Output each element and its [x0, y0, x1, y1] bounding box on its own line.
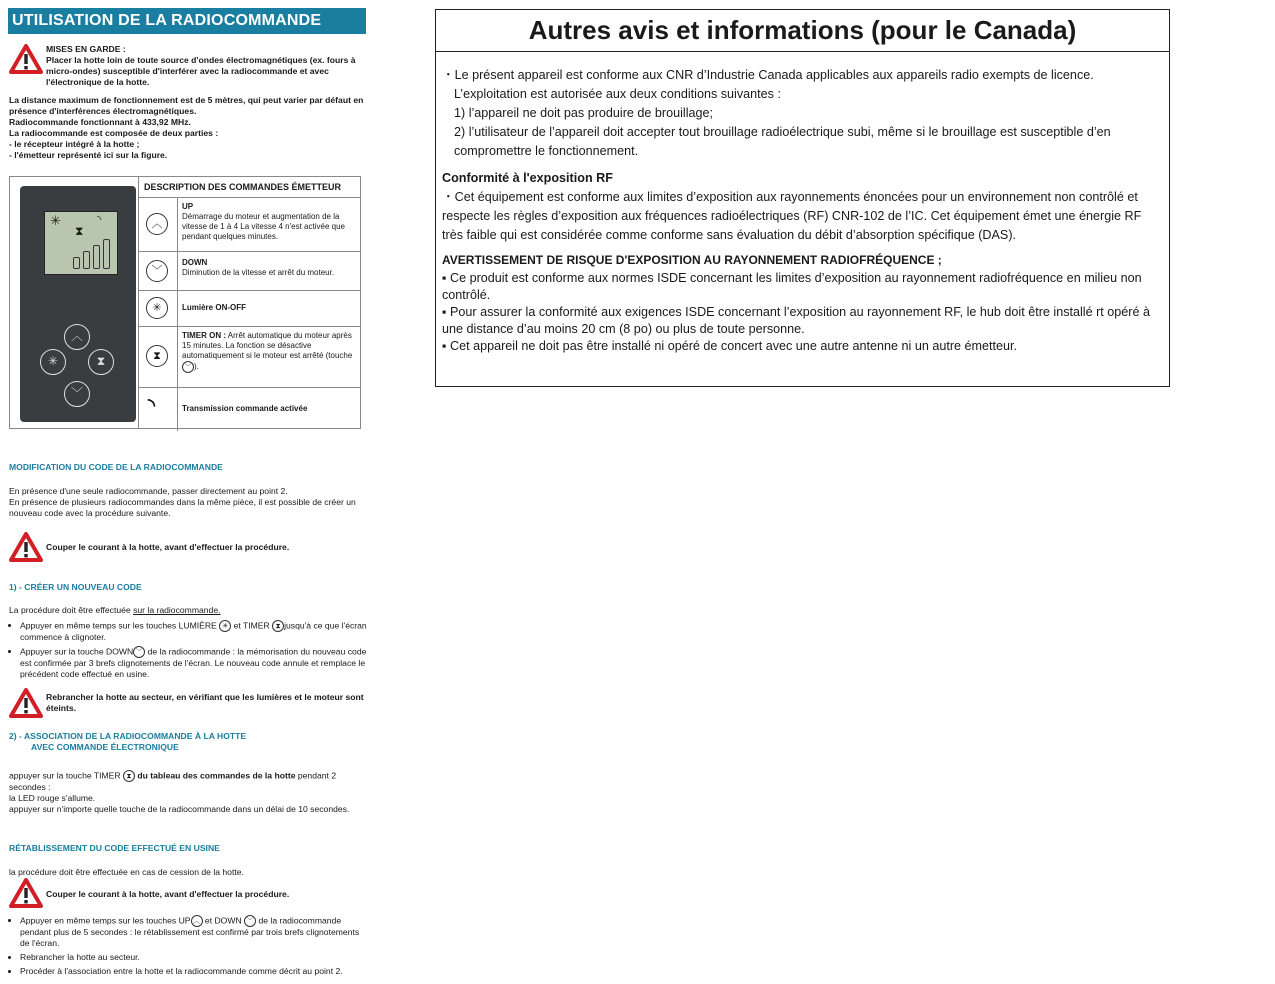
table-header: DESCRIPTION DES COMMANDES ÉMETTEUR: [139, 177, 361, 198]
warning-icon: [9, 44, 43, 74]
table-row: ︿ UP Démarrage du moteur et augmentation de la vitesse de 1 à 4 La vitesse 4 n'est activée que pendant quelques minutes.: [139, 198, 361, 252]
chevron-down-icon: ﹀: [182, 361, 194, 373]
hourglass-icon: ⧗: [272, 620, 284, 632]
warning-text: Couper le courant à la hotte, avant d'effectuer la procédure.: [46, 889, 290, 899]
chevron-up-icon: ︿: [146, 213, 168, 235]
notice-content: ・Le présent appareil est conforme aux CNR d’Industrie Canada applicables aux appareils radio exempts de licence. L’exploitation est autorisée aux deux conditions suivantes : 1) l’appareil ne doit pas produire de brouillage; 2) l’utilisateur de l’appareil doit accepter tout brouillage radioélectrique subi, même si le brouillage est susceptible d’en compromettre le fonctionnement. Conformité à l'exposition RF ・Cet équipement est conforme aux limites d’exposition aux rayonnements énoncées pour un environnement non contrôlé et respecte les règles d’exposition aux fréquences radioélectriques (RF) CNR-102 de l’IC. Cet équipement émet une énergie RF très faible qui est considérée comme conforme sans évaluation du débit d’absorption spécifique (DAS). AVERTISSEMENT DE RISQUE D'EXPOSITION AU RAYONNEMENT RADIOFRÉQUENCE ; ▪ Ce produit est conforme aux normes ISDE concernant les limites d’exposition au rayonnement radiofréquence en milieu non contrôlé. ▪ Pour assurer la conformité aux exigences ISDE concernant l’exposition au rayonnement RF, le hub doit être installé rt opéré à une distance d’au moins 20 cm (8 po) ou plus de toute personne. ▪ Cet appareil ne doit pas être installé ni opéré de concert avec une autre antenne ni un autre émetteur.: [442, 66, 1165, 355]
warning-text: Couper le courant à la hotte, avant d'effectuer la procédure.: [46, 542, 290, 552]
remote-up-button[interactable]: ︿: [64, 324, 90, 350]
step2-heading: 2) - ASSOCIATION DE LA RADIOCOMMANDE À LA HOTTE AVEC COMMANDE ÉLECTRONIQUE: [9, 731, 247, 752]
intro-line: La distance maximum de fonctionnement est de 5 mètres, qui peut varier par défaut en présence d'interférences électromagnétiques.: [9, 95, 364, 116]
hourglass-icon: ⧗: [123, 770, 135, 782]
left-document: UTILISATION DE LA RADIOCOMMANDE MISES EN GARDE : Placer la hotte loin de toute source d'ondes électromagnétiques (ex. fours à micro-ondes) susceptible d'interférer avec la radiocommande et avec l'électronique de la hotte. La distance maximum de fonctionnement est de 5 mètres, qui peut varier par défaut en présence d'interférences électromagnétiques. Radiocommande fonctionnant à 433,92 MHz. La radiocommande est composée de deux parties : - le récepteur intégré à la hotte ; - l'émetteur représenté ici sur la figure. ✳ ⧗ ◝ ︿ ✳ ⧗ ﹀ DESCRIPTION DES COMMANDES ÉMETTEUR ︿ UP Démarrage du moteur et augmentation de la vitesse de 1 à 4 La vitesse 4 n'est activée que pendant quelques minutes. ﹀ DOWN Diminution de la vitesse et arrêt du moteur. ✳ Lumière ON-OFF ⧗ TIMER ON : Arrêt automatique du moteur après 15 minutes. La fonction se désactive automatiquement si le moteur est arrêté (touche ﹀ ). ◝ Transmission commande activée MODIFICATION DU CODE DE LA RADIOCOMMANDE En présence d'une seule radiocommande, passer directement au point 2. En présence de plusieurs radiocommandes dans la même pièce, il est possible de créer un nouveau code avec la procédure suivante. Couper le courant à la hotte, avant d'effectuer la procédure. 1) - CRÉER UN NOUVEAU CODE La procédure doit être effectuée sur la radiocommande. • Appuyer en même temps sur les touches LUMIÈRE ✳ et TIMER ⧗ jusqu'à ce que l'écran commence à clignoter. • Appuyer sur la touche DOWN ﹀ de la radiocommande : la mémorisation du nouveau code est confirmée par 3 brefs clignotements de l'écran. Le nouveau code annule et remplace le précédent code effectué en usine. Rebrancher la hotte au secteur, en vérifiant que les lumières et le moteur sont éteints. 2) - ASSOCIATION DE LA RADIOCOMMANDE À LA HOTTE AVEC COMMANDE ÉLECTRONIQUE appuyer sur la touche TIMER ⧗ du tableau des commandes de la hotte pendant 2 secondes : la LED rouge s'allume. appuyer sur n'importe quelle touche de la radiocommande dans un délai de 10 secondes. RÉTABLISSEMENT DU CODE EFFECTUÉ EN USINE la procédure doit être effectuée en cas de cession de la hotte. Couper le courant à la hotte, avant d'effectuer la procédure. • Appuyer en même temps sur les touches UP ︿ et DOWN ﹀ de la radiocommande pendant plus de 5 secondes : le rétablissement est confirmé par trois brefs clignotements de l'écran. • Rebrancher la hotte au secteur. • Procéder à l'association entre la hotte et la radiocommande comme décrit au point 2.: [0, 0, 372, 984]
signal-icon: ◝: [148, 395, 155, 415]
chevron-up-icon: ︿: [191, 915, 203, 927]
rf-warning-heading: AVERTISSEMENT DE RISQUE D'EXPOSITION AU RAYONNEMENT RADIOFRÉQUENCE ;: [442, 253, 942, 267]
reset-heading: RÉTABLISSEMENT DU CODE EFFECTUÉ EN USINE: [9, 843, 220, 853]
intro-line: La radiocommande est composée de deux parties :: [9, 128, 219, 138]
remote-timer-button[interactable]: ⧗: [88, 349, 114, 375]
chevron-down-icon: ﹀: [244, 915, 256, 927]
rf-heading: Conformité à l'exposition RF: [442, 171, 613, 185]
warning-text: Placer la hotte loin de toute source d'ondes électromagnétiques (ex. fours à micro-ondes) susceptible d'interférer avec la radiocommande et avec l'électronique de la hotte.: [46, 55, 356, 87]
remote-illustration: [20, 186, 136, 422]
step1-heading: 1) - CRÉER UN NOUVEAU CODE: [9, 582, 142, 592]
table-row: ◝ Transmission commande activée: [139, 388, 361, 431]
light-icon: ✳: [50, 213, 61, 228]
remote-down-button[interactable]: ﹀: [64, 381, 90, 407]
hourglass-icon: ⧗: [146, 345, 168, 367]
intro-line: - le récepteur intégré à la hotte ;: [9, 139, 140, 149]
warning-title: MISES EN GARDE :: [46, 44, 126, 54]
signal-icon: ◝: [97, 214, 102, 226]
table-row: ﹀ DOWN Diminution de la vitesse et arrêt du moteur.: [139, 252, 361, 291]
mod-heading: MODIFICATION DU CODE DE LA RADIOCOMMANDE: [9, 462, 223, 472]
intro-line: Radiocommande fonctionnant à 433,92 MHz.: [9, 117, 191, 127]
list-item: • Appuyer en même temps sur les touches UP ︿ et DOWN ﹀ de la radiocommande pendant plus de 5 secondes : le rétablissement est confirmé par trois brefs clignotements de l'écran.: [20, 915, 367, 949]
warning-icon: [9, 688, 43, 718]
warning-text: Rebrancher la hotte au secteur, en vérifiant que les lumières et le moteur sont éteints.: [46, 692, 364, 713]
list-item: • Procéder à l'association entre la hotte et la radiocommande comme décrit au point 2.: [20, 966, 367, 977]
canada-notice-box: [435, 9, 1170, 387]
chevron-down-icon: ﹀: [133, 646, 145, 658]
list-item: • Appuyer sur la touche DOWN ﹀ de la radiocommande : la mémorisation du nouveau code est confirmée par 3 brefs clignotements de l'écran. Le nouveau code annule et remplace le précédent code effectué en usine.: [20, 646, 367, 680]
table-row: ⧗ TIMER ON : Arrêt automatique du moteur après 15 minutes. La fonction se désactive automatiquement si le moteur est arrêté (touche ﹀ ).: [139, 327, 361, 388]
light-icon: ✳: [219, 620, 231, 632]
warning-icon: [9, 532, 43, 562]
lcd-screen: [44, 211, 118, 275]
remote-light-button[interactable]: ✳: [40, 349, 66, 375]
remote-panel: [9, 176, 361, 429]
notice-title: Autres avis et informations (pour le Canada): [436, 10, 1169, 52]
section-banner: UTILISATION DE LA RADIOCOMMANDE: [8, 8, 366, 34]
list-item: • Rebrancher la hotte au secteur.: [20, 952, 367, 963]
intro-line: - l'émetteur représenté ici sur la figure.: [9, 150, 168, 160]
table-row: ✳ Lumière ON-OFF: [139, 291, 361, 327]
chevron-down-icon: ﹀: [146, 260, 168, 282]
warning-icon: [9, 878, 43, 908]
list-item: • Appuyer en même temps sur les touches LUMIÈRE ✳ et TIMER ⧗ jusqu'à ce que l'écran commence à clignoter.: [20, 620, 367, 643]
commands-table: [138, 177, 361, 428]
hourglass-icon: ⧗: [75, 224, 84, 238]
light-icon: ✳: [146, 297, 168, 319]
